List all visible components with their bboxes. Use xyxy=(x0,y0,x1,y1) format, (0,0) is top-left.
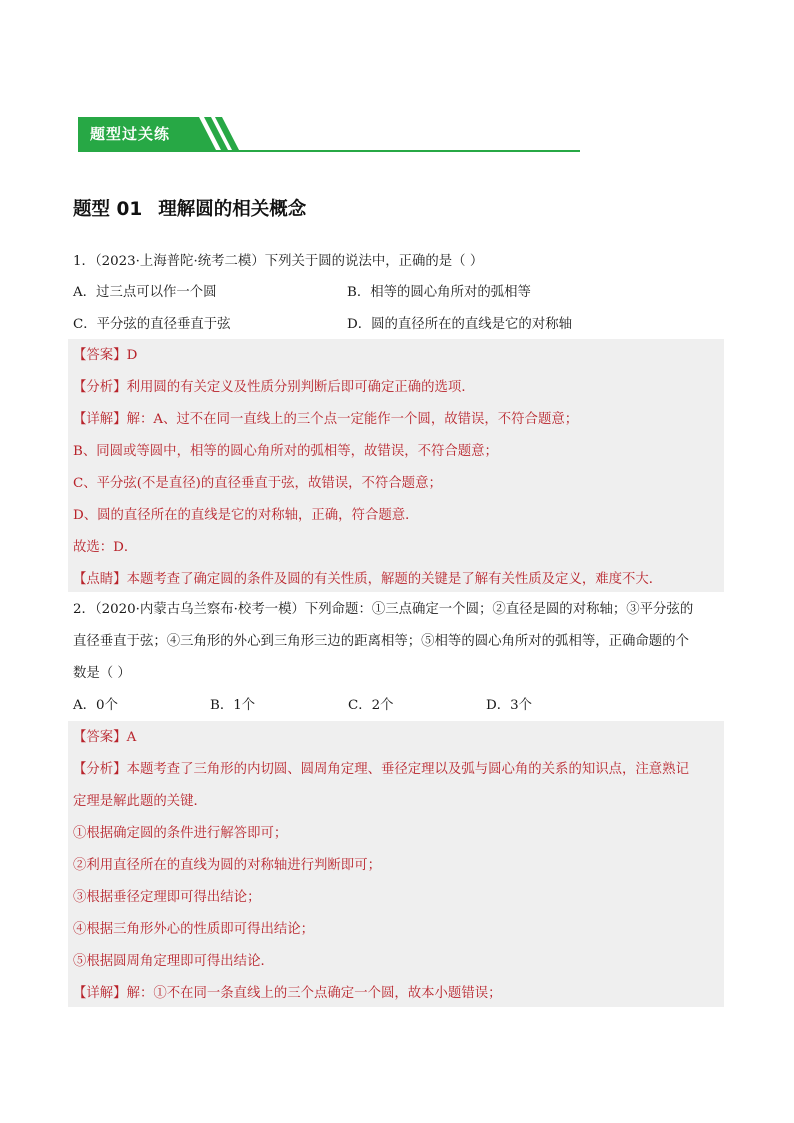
q1-answer xyxy=(73,347,137,365)
q2-analysis-tag: 【分析】 xyxy=(73,762,127,777)
q2-answer xyxy=(73,729,136,747)
q1-detail-line: B、同圆或等圆中，相等的圆心角所对的弧相等，故错误，不符合题意； xyxy=(73,444,498,459)
q1-detail-line: D、圆的直径所在的直线是它的对称轴，正确，符合题意． xyxy=(73,508,419,523)
section-title xyxy=(73,195,306,221)
q1-detail xyxy=(73,411,578,429)
q2-stem-line: 2．（2020·内蒙古乌兰察布·校考一模）下列命题：①三点确定一个圆；②直径是圆的对称轴；③平分弦的 xyxy=(73,602,694,617)
q2-detail-text: 解：①不在同一条直线上的三个点确定一个圆，故本小题错误； xyxy=(126,986,502,1001)
q2-answer-value: A xyxy=(126,730,137,745)
q1-choice: 故选：D． xyxy=(73,540,138,555)
section-banner xyxy=(78,117,580,153)
q2-step: ②利用直径所在的直线为圆的对称轴进行判断即可； xyxy=(73,858,381,873)
q2-answer-tag: 【答案】 xyxy=(73,730,127,745)
q2-stem-line: 数是（ ） xyxy=(73,666,131,681)
q1-detail-line: C、平分弦(不是直径)的直径垂直于弦，故错误，不符合题意； xyxy=(73,476,442,491)
q2-step: ④根据三角形外心的性质即可得出结论； xyxy=(73,922,315,937)
banner-underline xyxy=(78,150,580,152)
q2-step: ①根据确定圆的条件进行解答即可； xyxy=(73,826,288,841)
q2-detail-tag: 【详解】 xyxy=(73,986,127,1001)
q2-detail xyxy=(73,985,502,1003)
q1-comment-text: 本题考查了确定圆的条件及圆的有关性质，解题的关键是了解有关性质及定义，难度不大． xyxy=(126,572,663,587)
q1-comment-tag: 【点睛】 xyxy=(73,572,127,587)
q2-analysis-text: 本题考查了三角形的内切圆、圆周角定理、垂径定理以及弧与圆心角的关系的知识点，注意熟记 xyxy=(126,762,689,777)
q2-step: ⑤根据圆周角定理即可得出结论． xyxy=(73,954,274,969)
section-heading: 理解圆的相关概念 xyxy=(158,199,307,220)
q1-analysis-tag: 【分析】 xyxy=(73,380,127,395)
q1-option-c: C．平分弦的直径垂直于弦 xyxy=(73,317,231,332)
q1-analysis-text: 利用圆的有关定义及性质分别判断后即可确定正确的选项． xyxy=(126,380,475,395)
q1-detail-tag: 【详解】 xyxy=(73,412,127,427)
q1-solution-box xyxy=(68,339,724,592)
q2-option-a: A．0个 xyxy=(73,698,118,713)
q2-stem-line: 直径垂直于弦；④三角形的外心到三角形三边的距离相等；⑤相等的圆心角所对的弧相等，正确命题的个 xyxy=(73,634,689,649)
q1-answer-tag: 【答案】 xyxy=(73,348,127,363)
q1-analysis xyxy=(73,379,475,397)
q2-step: ③根据垂径定理即可得出结论； xyxy=(73,890,261,905)
q1-option-b: B．相等的圆心角所对的弧相等 xyxy=(347,285,531,300)
q1-option-d: D．圆的直径所在的直线是它的对称轴 xyxy=(347,317,572,332)
q1-answer-value: D xyxy=(126,348,138,363)
q2-option-c: C．2个 xyxy=(348,698,394,713)
q2-option-d: D．3个 xyxy=(486,698,533,713)
section-number: 题型 01 xyxy=(73,199,143,220)
q1-option-a: A．过三点可以作一个圆 xyxy=(73,285,217,300)
q1-stem: 1．（2023·上海普陀·统考二模）下列关于圆的说法中，正确的是（ ） xyxy=(73,254,484,269)
q2-option-b: B．1个 xyxy=(210,698,256,713)
banner-stripes xyxy=(202,117,242,150)
banner-label: 题型过关练 xyxy=(90,125,171,143)
q2-analysis-text: 定理是解此题的关键． xyxy=(73,794,207,809)
q2-analysis xyxy=(73,761,689,779)
q1-detail-line: 解：A、过不在同一直线上的三个点一定能作一个圆，故错误，不符合题意； xyxy=(126,412,579,427)
q1-comment xyxy=(73,571,662,589)
